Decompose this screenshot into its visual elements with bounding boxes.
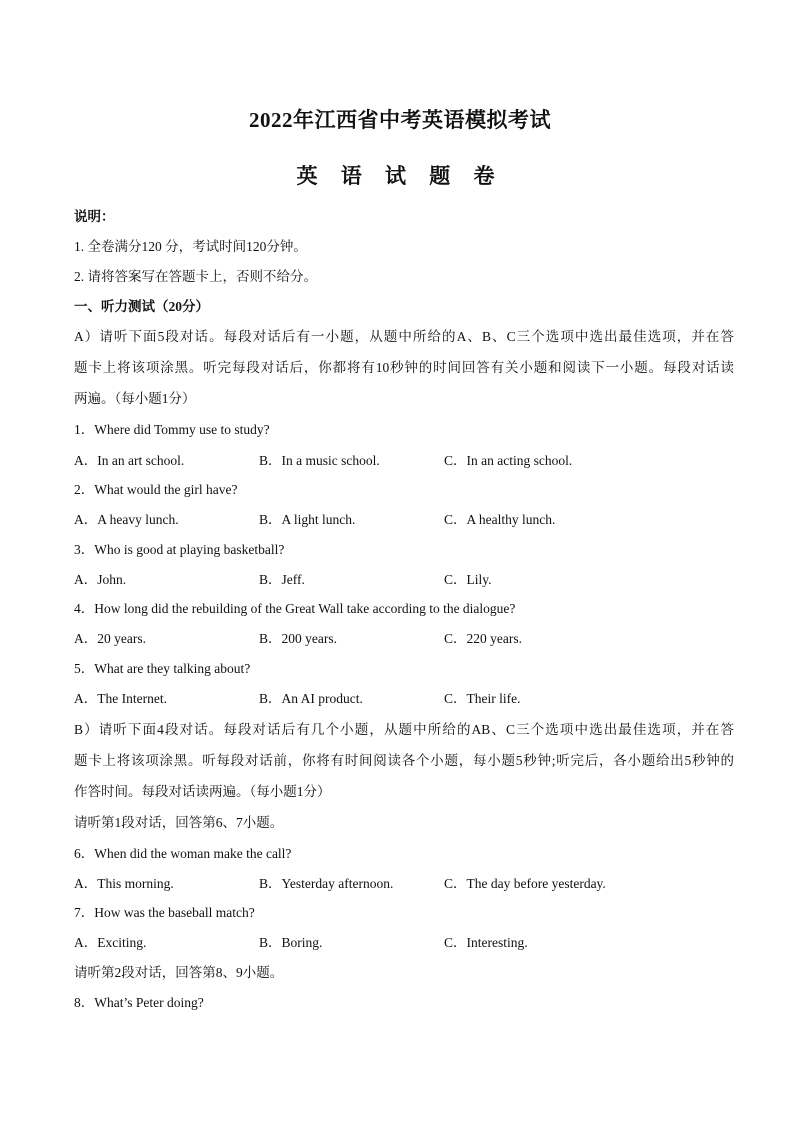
option-b: B．Yesterday afternoon. [259, 876, 394, 891]
option-b: B．A light lunch. [259, 512, 356, 527]
option-a: A．20 years. [74, 631, 146, 646]
question-text: 3．Who is good at playing basketball? [74, 542, 285, 557]
part-a-directions: 两遍。（每小题1分） [74, 391, 196, 406]
part-b-directions: B）请听下面4段对话。每段对话后有几个小题，从题中所给的AB、C三个选项中选出最佳选项，并在答 [74, 722, 734, 737]
section-heading: 一、听力测试（20分） [74, 299, 209, 314]
part-b-directions: 题卡上将该项涂黑。听每段对话前，你将有时间阅读各个小题，每小题5秒钟;听完后，各小题给出5秒钟的 [74, 753, 734, 768]
instructions-heading: 说明： [74, 209, 115, 224]
option-b: B．Jeff. [259, 572, 305, 587]
dialogue-instruction: 请听第2段对话，回答第8、9小题。 [74, 965, 284, 980]
option-c: C．In an acting school. [444, 453, 573, 468]
question-text: 2．What would the girl have? [74, 482, 238, 497]
option-a: A．Exciting. [74, 935, 147, 950]
option-c: C．The day before yesterday. [444, 876, 606, 891]
option-a: A．John. [74, 572, 127, 587]
question-text: 6．When did the woman make the call? [74, 846, 292, 861]
option-c: C．220 years. [444, 631, 522, 646]
option-b: B．200 years. [259, 631, 337, 646]
option-c: C．Interesting. [444, 935, 528, 950]
option-a: A．In an art school. [74, 453, 185, 468]
question-text: 7．How was the baseball match? [74, 905, 255, 920]
question-text: 5．What are they talking about? [74, 661, 251, 676]
part-a-directions: A）请听下面5段对话。每段对话后有一小题，从题中所给的A、B、C三个选项中选出最佳选项，并在答 [74, 329, 734, 344]
option-c: C．Their life. [444, 691, 521, 706]
paper-title: 英 语 试 题 卷 [296, 164, 504, 188]
part-a-directions: 题卡上将该项涂黑。听完每段对话后，你都将有10秒钟的时间回答有关小题和阅读下一小题。每段对话读 [74, 360, 734, 375]
question-text: 4．How long did the rebuilding of the Great Wall take according to the dialogue? [74, 601, 516, 616]
instruction-item: 2. 请将答案写在答题卡上，否则不给分。 [74, 269, 317, 284]
question-text: 1．Where did Tommy use to study? [74, 422, 270, 437]
option-b: B．In a music school. [259, 453, 380, 468]
exam-title: 2022年江西省中考英语模拟考试 [249, 108, 551, 132]
question-text: 8．What’s Peter doing? [74, 995, 204, 1010]
option-a: A．The Internet. [74, 691, 167, 706]
option-b: B．Boring. [259, 935, 323, 950]
option-b: B．An AI product. [259, 691, 363, 706]
dialogue-instruction: 请听第1段对话，回答第6、7小题。 [74, 815, 284, 830]
part-b-directions: 作答时间。每段对话读两遍。（每小题1分） [74, 784, 331, 799]
option-a: A．A heavy lunch. [74, 512, 179, 527]
instruction-item: 1. 全卷满分120 分，考试时间120分钟。 [74, 239, 307, 254]
option-a: A．This morning. [74, 876, 174, 891]
option-c: C．A healthy lunch. [444, 512, 556, 527]
option-c: C．Lily. [444, 572, 492, 587]
